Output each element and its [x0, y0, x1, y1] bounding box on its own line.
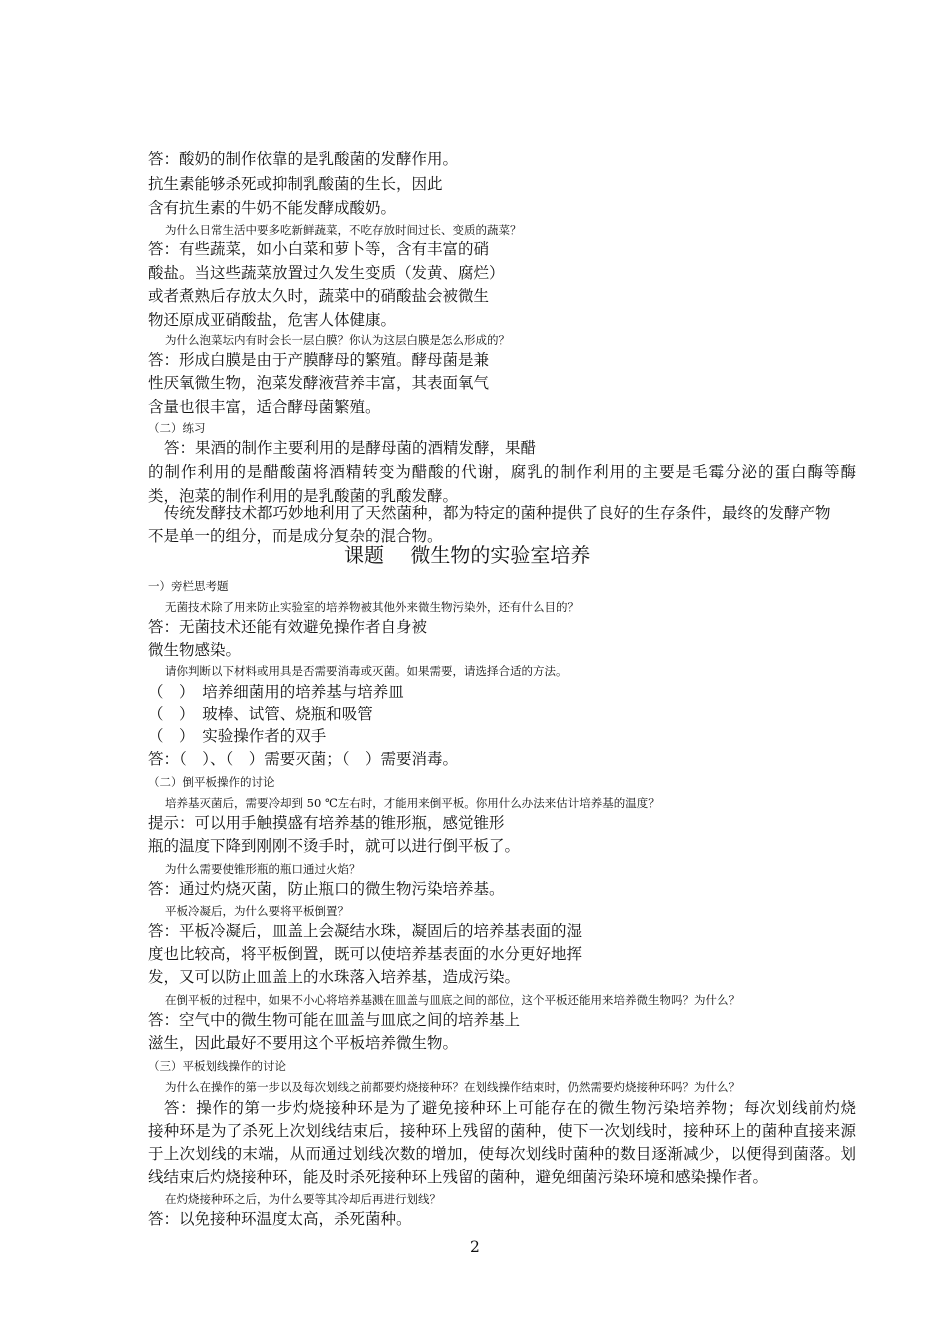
answer-yogurt-1: 答：酸奶的制作依靠的是乳酸菌的发酵作用。: [148, 150, 459, 168]
answer-flame-loop-3: 于上次划线的末端，从而通过划线次数的增加，使每次划线时菌种的数目逐渐减少，以便得到菌落。划: [148, 1145, 856, 1163]
item-hands: （ ） 实验操作者的双手: [148, 727, 327, 745]
practice-answer-2: 的制作利用的是醋酸菌将酒精转变为醋酸的代谢，腐乳的制作利用的主要是毛霉分泌的蛋白酶等酶: [148, 463, 856, 481]
answer-cool-loop: 答：以免接种环温度太高，杀死菌种。: [148, 1210, 412, 1228]
answer-flame: 答：通过灼烧灭菌，防止瓶口的微生物污染培养基。: [148, 880, 505, 898]
question-flame-loop: 为什么在操作的第一步以及每次划线之前都要灼烧接种环？在划线操作结束时，仍然需要灼烧接种环吗？为什么？: [165, 1080, 740, 1094]
answer-invert-1: 答：平板冷凝后，皿盖上会凝结水珠，凝固后的培养基表面的湿: [148, 922, 583, 940]
item-glassware: （ ） 玻棒、试管、烧瓶和吸管: [148, 705, 373, 723]
question-white-film: 为什么泡菜坛内有时会长一层白膜？你认为这层白膜是怎么形成的？: [165, 333, 510, 347]
lesson-title: 课题 微生物的实验室培养: [344, 543, 591, 567]
hint-temperature-1: 提示：可以用手触摸盛有培养基的锥形瓶，感觉锥形: [148, 814, 505, 832]
answer-invert-2: 度也比较高，将平板倒置，既可以使培养基表面的水分更好地挥: [148, 945, 583, 963]
answer-flame-loop-1: 答：操作的第一步灼烧接种环是为了避免接种环上可能存在的微生物污染培养物；每次划线前灼烧: [164, 1099, 856, 1117]
answer-vegetables-3: 或者煮熟后存放太久时，蔬菜中的硝酸盐会被微生: [148, 287, 490, 305]
section-practice: （二）练习: [148, 421, 206, 435]
practice-answer-1: 答：果酒的制作主要利用的是酵母菌的酒精发酵，果醋: [164, 439, 537, 457]
question-flame: 为什么需要使锥形瓶的瓶口通过火焰？: [165, 862, 361, 876]
answer-splash-1: 答：空气中的微生物可能在皿盖与皿底之间的培养基上: [148, 1011, 521, 1029]
question-invert: 平板冷凝后，为什么要将平板倒置？: [165, 904, 349, 918]
answer-splash-2: 滋生，因此最好不要用这个平板培养微生物。: [148, 1034, 459, 1052]
page-number: 2: [470, 1238, 480, 1256]
section-sidebar-questions: 一）旁栏思考题: [148, 579, 229, 593]
hint-temperature-2: 瓶的温度下降到刚刚不烫手时，就可以进行倒平板了。: [148, 837, 521, 855]
section-pour-plate: （二）倒平板操作的讨论: [148, 775, 275, 789]
section-streak-plate: （三）平板划线操作的讨论: [148, 1059, 286, 1073]
question-splash: 在倒平板的过程中，如果不小心将培养基溅在皿盖与皿底之间的部位，这个平板还能用来培养微生物吗？为什么？: [165, 993, 740, 1007]
item-culture-dish: （ ） 培养细菌用的培养基与培养皿: [148, 683, 404, 701]
answer-sterilize: 答：（ ）、（ ）需要灭菌；（ ）需要消毒。: [148, 750, 459, 768]
answer-flame-loop-4: 线结束后灼烧接种环，能及时杀死接种环上残留的菌种，避免细菌污染环境和感染操作者。: [148, 1168, 769, 1186]
question-temperature: 培养基灭菌后，需要冷却到 50 ℃左右时，才能用来倒平板。你用什么办法来估计培养基的温度？: [165, 796, 660, 810]
answer-flame-loop-2: 接种环是为了杀死上次划线结束后，接种环上残留的菌种，使下一次划线时，接种环上的菌种直接来源: [148, 1122, 856, 1140]
answer-aseptic-1: 答：无菌技术还能有效避免操作者自身被: [148, 618, 428, 636]
answer-invert-3: 发，又可以防止皿盖上的水珠落入培养基，造成污染。: [148, 968, 521, 986]
question-sterilize: 请你判断以下材料或用具是否需要消毒或灭菌。如果需要，请选择合适的方法。: [165, 664, 568, 678]
answer-yogurt-2: 抗生素能够杀死或抑制乳酸菌的生长，因此: [148, 175, 443, 193]
answer-white-film-2: 性厌氧微生物，泡菜发酵液营养丰富，其表面氧气: [148, 374, 490, 392]
answer-vegetables-4: 物还原成亚硝酸盐，危害人体健康。: [148, 311, 397, 329]
practice-answer-3: 类，泡菜的制作利用的是乳酸菌的乳酸发酵。: [148, 487, 459, 505]
answer-white-film-3: 含量也很丰富，适合酵母菌繁殖。: [148, 398, 381, 416]
practice-answer-5: 不是单一的组分，而是成分复杂的混合物。: [148, 527, 443, 545]
question-aseptic: 无菌技术除了用来防止实验室的培养物被其他外来微生物污染外，还有什么目的？: [165, 600, 579, 614]
answer-vegetables-2: 酸盐。当这些蔬菜放置过久发生变质（发黄、腐烂）: [148, 264, 505, 282]
answer-yogurt-3: 含有抗生素的牛奶不能发酵成酸奶。: [148, 199, 397, 217]
answer-white-film-1: 答：形成白膜是由于产膜酵母的繁殖。酵母菌是兼: [148, 351, 490, 369]
practice-answer-4: 传统发酵技术都巧妙地利用了天然菌种，都为特定的菌种提供了良好的生存条件，最终的发酵产物: [164, 504, 831, 522]
answer-aseptic-2: 微生物感染。: [148, 641, 242, 659]
question-cool-loop: 在灼烧接种环之后，为什么要等其冷却后再进行划线？: [165, 1192, 441, 1206]
question-vegetables: 为什么日常生活中要多吃新鲜蔬菜，不吃存放时间过长、变质的蔬菜？: [165, 223, 522, 237]
answer-vegetables-1: 答：有些蔬菜，如小白菜和萝卜等，含有丰富的硝: [148, 240, 490, 258]
